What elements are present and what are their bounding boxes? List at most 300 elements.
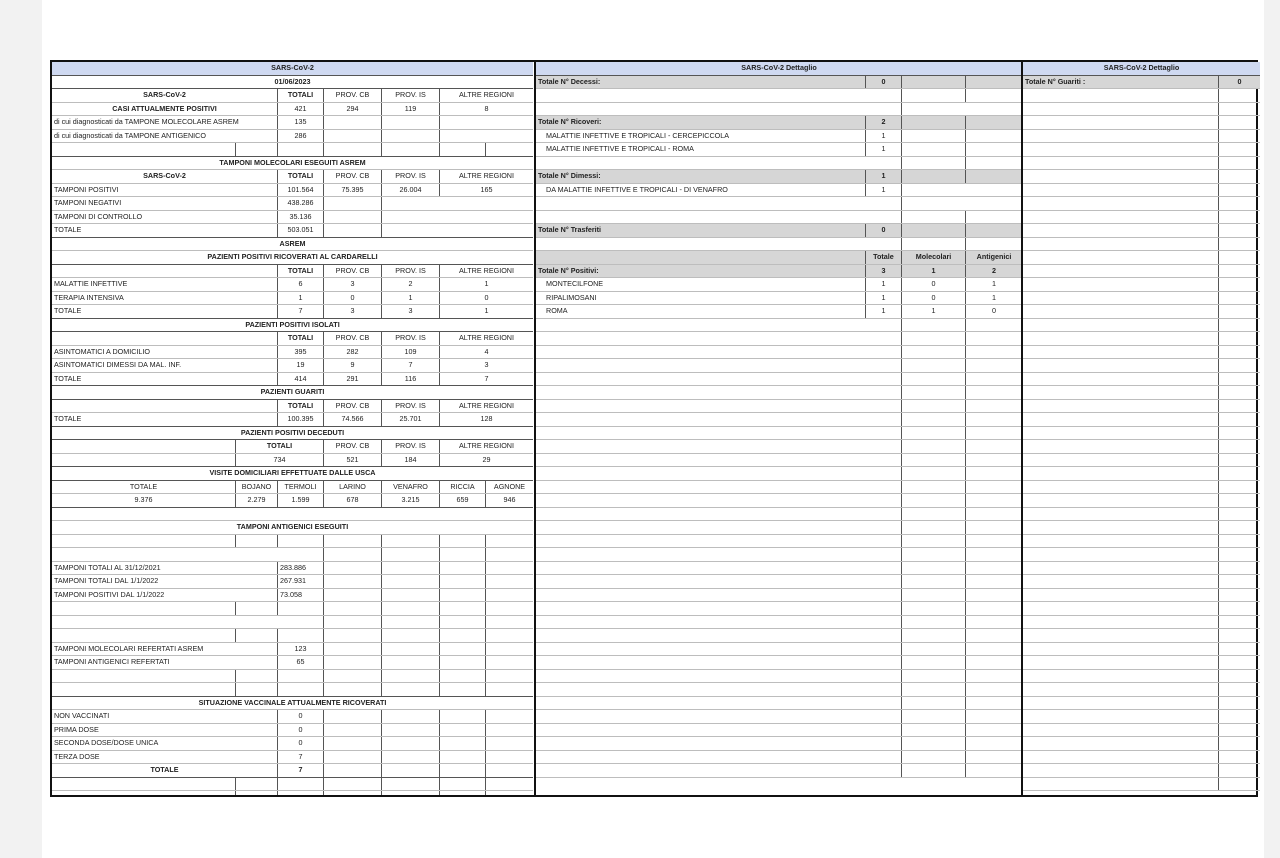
blank-row	[52, 602, 533, 616]
usca-bojano: 2.279	[236, 494, 278, 507]
col-header-prov-cb: PROV. CB	[324, 400, 382, 413]
cell	[440, 575, 486, 588]
blank-row	[536, 440, 1022, 454]
blank-row	[536, 89, 1022, 103]
cell	[902, 602, 966, 615]
ricoverati-is: 1	[382, 292, 440, 305]
cell	[902, 629, 966, 642]
col-header-totali: TOTALI	[278, 265, 324, 278]
usca-header-larino: LARINO	[324, 481, 382, 494]
cell	[866, 697, 902, 710]
tamponi-mol-header-row	[52, 170, 533, 184]
cell	[866, 656, 902, 669]
ricoveri-detail-row	[536, 130, 1022, 144]
isolati-row	[52, 373, 533, 387]
cell	[866, 737, 902, 750]
cell	[966, 710, 1022, 723]
cell	[966, 467, 1022, 480]
isolati-header-row	[52, 332, 533, 346]
cell	[278, 548, 324, 561]
cell	[52, 454, 236, 467]
cell	[382, 535, 440, 548]
cell	[324, 143, 382, 156]
guariti-title-row	[52, 386, 533, 400]
isolati-totali: 414	[278, 373, 324, 386]
cell	[966, 548, 1022, 561]
cell	[966, 697, 1022, 710]
ricoverati-label: TERAPIA INTENSIVA	[52, 292, 278, 305]
tamponi-negativi-value: 438.286	[278, 197, 324, 210]
cell	[382, 575, 440, 588]
blank-row	[1023, 508, 1260, 522]
column-header-row	[52, 89, 533, 103]
dimessi-detail-value: 1	[866, 184, 902, 197]
deceduti-cb: 521	[324, 454, 382, 467]
blank-row	[1023, 589, 1260, 603]
positivi-detail-label: RIPALIMOSANI	[536, 292, 866, 305]
cell	[382, 737, 440, 750]
cell	[324, 724, 382, 737]
trasferiti-label: Totale N° Trasferiti	[536, 224, 866, 237]
asrem-row	[52, 238, 533, 252]
blank-row	[1023, 332, 1260, 346]
col-header-altre: ALTRE REGIONI	[459, 265, 514, 275]
cell	[902, 616, 966, 629]
blank-row	[1023, 562, 1260, 576]
cell	[382, 616, 440, 629]
cell	[966, 521, 1022, 534]
trasferiti-value: 0	[866, 224, 902, 237]
spacer-row	[52, 143, 533, 157]
diag-molecolare-row	[52, 116, 533, 130]
main-header: SARS-CoV-2	[271, 63, 314, 72]
blank-row	[1023, 157, 1260, 171]
cell	[278, 683, 324, 696]
tamponi-controllo-row	[52, 211, 533, 225]
ricoveri-row	[536, 116, 1022, 130]
cell	[902, 589, 966, 602]
cell	[902, 440, 966, 453]
cell	[866, 238, 902, 251]
asrem-label: ASREM	[279, 238, 306, 248]
cell	[866, 427, 902, 440]
blank-row	[536, 359, 1022, 373]
blank-row	[536, 737, 1022, 751]
cell	[1023, 130, 1219, 143]
ricoveri-value: 2	[866, 116, 902, 129]
cell	[324, 616, 382, 629]
cell	[866, 494, 902, 507]
tamponi-positivi-altre: 165	[480, 184, 493, 194]
cell	[866, 440, 902, 453]
cell	[902, 224, 966, 237]
blank-row	[52, 616, 533, 630]
deceduti-row	[52, 454, 533, 468]
cell	[1023, 683, 1219, 696]
blank-row	[52, 629, 533, 643]
cell	[324, 751, 382, 764]
cell	[1023, 211, 1219, 224]
cell	[1023, 359, 1219, 372]
blank-row	[1023, 548, 1260, 562]
cell	[866, 373, 902, 386]
blank-row	[536, 683, 1022, 697]
antigenici-totali-2021: 283.886	[278, 562, 324, 575]
guariti-header-row	[52, 400, 533, 414]
blank-row	[1023, 737, 1260, 751]
cell	[866, 157, 902, 170]
col-header-prov-cb: PROV. CB	[324, 440, 382, 453]
cell	[966, 737, 1022, 750]
antigenici-totali-2022-label: TAMPONI TOTALI DAL 1/1/2022	[52, 575, 278, 588]
cell	[902, 737, 966, 750]
cell	[866, 211, 902, 224]
tamponi-totale-row	[52, 224, 533, 238]
vaccinale-row	[52, 724, 533, 738]
casi-totali: 421	[278, 103, 324, 116]
positivi-detail-row	[536, 278, 1022, 292]
cell	[866, 521, 902, 534]
blank-row	[536, 413, 1022, 427]
blank-row	[536, 454, 1022, 468]
cell	[866, 103, 902, 116]
cell	[866, 535, 902, 548]
blank-row	[1023, 724, 1260, 738]
cell	[440, 562, 486, 575]
blank-row	[1023, 454, 1260, 468]
cell	[966, 643, 1022, 656]
positivi-detail-antigenici: 1	[992, 279, 996, 288]
mol-refertati-value: 123	[278, 643, 324, 656]
cell	[966, 494, 1022, 507]
blank-row	[536, 656, 1022, 670]
cell	[382, 764, 440, 777]
ricoverati-cb: 3	[324, 278, 382, 291]
spacer-row	[52, 535, 533, 549]
casi-prov-is: 119	[382, 103, 440, 116]
cell	[866, 724, 902, 737]
cell	[382, 548, 440, 561]
positivi-detail-totale: 1	[866, 305, 902, 318]
deceduti-title-row	[52, 427, 533, 441]
cell	[902, 454, 966, 467]
col-header-label: SARS-CoV-2	[52, 89, 278, 102]
blank-row	[536, 562, 1022, 576]
cell	[902, 76, 966, 89]
cell	[440, 683, 486, 696]
blank-row	[1023, 697, 1260, 711]
blank-row	[536, 535, 1022, 549]
isolati-is: 109	[382, 346, 440, 359]
vaccinale-label: PRIMA DOSE	[52, 724, 278, 737]
isolati-totali: 19	[278, 359, 324, 372]
blank-row	[1023, 116, 1260, 130]
cell	[966, 751, 1022, 764]
cell	[1023, 656, 1219, 669]
trasferiti-row	[536, 224, 1022, 238]
blank-row	[536, 575, 1022, 589]
casi-label: CASI ATTUALMENTE POSITIVI	[52, 103, 278, 116]
usca-larino: 678	[324, 494, 382, 507]
cell	[440, 724, 486, 737]
cell	[382, 656, 440, 669]
cell	[866, 575, 902, 588]
cell	[324, 683, 382, 696]
col-header-altre: ALTRE REGIONI	[459, 90, 514, 99]
cell	[1023, 427, 1219, 440]
guariti-panel-row	[1023, 76, 1260, 90]
cell	[866, 413, 902, 426]
dettaglio-header: SARS-CoV-2 Dettaglio	[741, 63, 817, 72]
cell	[902, 157, 966, 170]
usca-header-bojano: BOJANO	[236, 481, 278, 494]
cell	[902, 535, 966, 548]
ricoverati-cb: 0	[324, 292, 382, 305]
cell	[52, 670, 236, 683]
cell	[966, 373, 1022, 386]
ricoverati-cb: 3	[324, 305, 382, 318]
blank-row	[536, 643, 1022, 657]
cell	[324, 791, 382, 795]
antigenici-totali-2022: 267.931	[278, 575, 324, 588]
blank-row	[536, 400, 1022, 414]
cell	[440, 710, 486, 723]
cell	[324, 197, 382, 210]
decessi-value: 0	[866, 76, 902, 89]
cell	[382, 130, 440, 143]
cell	[440, 589, 486, 602]
cell	[1023, 616, 1219, 629]
cell	[1023, 629, 1219, 642]
cell	[966, 724, 1022, 737]
tamponi-positivi-label: TAMPONI POSITIVI	[52, 184, 278, 197]
cell	[866, 629, 902, 642]
cell	[382, 562, 440, 575]
blank-row	[1023, 535, 1260, 549]
cell	[866, 89, 902, 102]
cell	[52, 535, 236, 548]
cell	[902, 562, 966, 575]
cell	[52, 629, 236, 642]
cell	[902, 116, 966, 129]
cell	[324, 629, 382, 642]
blank-row	[536, 427, 1022, 441]
diag-antigenico-row	[52, 130, 533, 144]
cell	[440, 737, 486, 750]
isolati-cb: 282	[324, 346, 382, 359]
blank-row	[536, 238, 1022, 252]
blank-row	[1023, 413, 1260, 427]
cell	[278, 535, 324, 548]
tamponi-negativi-row	[52, 197, 533, 211]
vaccinale-value: 0	[278, 710, 324, 723]
cell	[966, 170, 1022, 183]
blank-row	[536, 211, 1022, 225]
blank-row	[536, 373, 1022, 387]
cell	[1023, 319, 1219, 332]
main-summary-panel	[52, 62, 533, 795]
cell	[1023, 548, 1219, 561]
blank-row	[1023, 778, 1260, 792]
cell	[278, 670, 324, 683]
cell	[440, 791, 486, 795]
deceduti-header-row	[52, 440, 533, 454]
isolati-label: ASINTOMATICI DIMESSI DA MAL. INF.	[52, 359, 278, 372]
blank-row	[536, 157, 1022, 171]
cell	[1023, 305, 1219, 318]
cell	[866, 197, 902, 210]
blank-row	[52, 683, 533, 697]
antigenici-row	[52, 656, 533, 670]
isolati-row	[52, 346, 533, 360]
cell	[440, 751, 486, 764]
cell	[966, 359, 1022, 372]
usca-header-agnone: AGNONE	[493, 481, 526, 491]
blank-row	[536, 332, 1022, 346]
cell	[52, 778, 236, 791]
blank-row	[1023, 683, 1260, 697]
col-header-prov-cb: PROV. CB	[324, 265, 382, 278]
blank-row	[52, 548, 533, 562]
blank-row	[536, 751, 1022, 765]
report-date: 01/06/2023	[274, 76, 311, 86]
guariti-altre: 128	[480, 414, 493, 423]
cell	[966, 602, 1022, 615]
cell	[1023, 751, 1219, 764]
positivi-detail-molecolari: 1	[902, 305, 966, 318]
cell	[236, 778, 278, 791]
blank-row	[1023, 103, 1260, 117]
col-header-totali: TOTALI	[278, 170, 324, 183]
isolati-is: 116	[382, 373, 440, 386]
cell	[440, 629, 486, 642]
ricoverati-label: TOTALE	[52, 305, 278, 318]
cell	[866, 332, 902, 345]
cell	[966, 413, 1022, 426]
cell	[902, 143, 966, 156]
blank-row	[1023, 130, 1260, 144]
guariti-panel-header: SARS-CoV-2 Dettaglio	[1103, 63, 1180, 72]
blank-row	[1023, 656, 1260, 670]
cell	[902, 508, 966, 521]
cell	[902, 710, 966, 723]
cell	[1023, 521, 1219, 534]
cell	[902, 400, 966, 413]
positivi-detail-row	[536, 292, 1022, 306]
cell	[966, 427, 1022, 440]
blank-row	[536, 103, 1022, 117]
col-header-prov-is: PROV. IS	[382, 440, 440, 453]
cell	[966, 508, 1022, 521]
col-header-altre: ALTRE REGIONI	[459, 171, 514, 180]
positivi-detail-row	[536, 305, 1022, 319]
cell	[866, 643, 902, 656]
vaccinale-label: NON VACCINATI	[52, 710, 278, 723]
cell	[1023, 184, 1219, 197]
cell	[1023, 602, 1219, 615]
dettaglio-panel	[534, 62, 1022, 795]
tamponi-totale-label: TOTALE	[52, 224, 278, 237]
cell	[1023, 89, 1219, 102]
cell	[1023, 562, 1219, 575]
cell	[902, 683, 966, 696]
ricoverati-totali: 7	[278, 305, 324, 318]
casi-row	[52, 103, 533, 117]
cell	[52, 332, 278, 345]
cell	[902, 521, 966, 534]
cell	[52, 440, 236, 453]
vaccinale-title-row	[52, 697, 533, 711]
casi-prov-cb: 294	[324, 103, 382, 116]
cell	[440, 616, 486, 629]
cell	[236, 683, 278, 696]
cell	[324, 764, 382, 777]
blank-row	[536, 710, 1022, 724]
cell	[1023, 737, 1219, 750]
blank-row	[1023, 386, 1260, 400]
cell	[1023, 224, 1219, 237]
usca-values-row	[52, 494, 533, 508]
cell	[440, 535, 486, 548]
usca-header-venafro: VENAFRO	[382, 481, 440, 494]
cell	[52, 143, 236, 156]
cell	[52, 400, 278, 413]
isolati-is: 7	[382, 359, 440, 372]
ricoverati-title-row	[52, 251, 533, 265]
blank-row	[1023, 373, 1260, 387]
cell	[1023, 373, 1219, 386]
tamponi-mol-title: TAMPONI MOLECOLARI ESEGUITI ASREM	[219, 157, 366, 167]
cell	[966, 116, 1022, 129]
positivi-detail-molecolari: 0	[902, 278, 966, 291]
cell	[902, 670, 966, 683]
isolati-title: PAZIENTI POSITIVI ISOLATI	[245, 319, 340, 329]
cell	[324, 778, 382, 791]
positivi-detail-totale: 1	[866, 292, 902, 305]
cell	[1023, 386, 1219, 399]
cell	[866, 319, 902, 332]
cell	[1023, 710, 1219, 723]
cell	[536, 251, 866, 264]
col-header-totali: TOTALI	[278, 400, 324, 413]
cell	[382, 602, 440, 615]
cell	[1023, 278, 1219, 291]
cell	[324, 130, 382, 143]
blank-row	[1023, 238, 1260, 252]
cell	[966, 332, 1022, 345]
col-header-totali: TOTALI	[278, 332, 324, 345]
positivi-header-row	[536, 251, 1022, 265]
cell	[866, 616, 902, 629]
cell	[902, 413, 966, 426]
cell	[440, 670, 486, 683]
tamponi-controllo-value: 35.136	[278, 211, 324, 224]
cell	[278, 791, 324, 795]
isolati-cb: 291	[324, 373, 382, 386]
guariti-cb: 74.566	[324, 413, 382, 426]
ricoverati-is: 3	[382, 305, 440, 318]
ricoverati-header-row	[52, 265, 533, 279]
cell	[1023, 508, 1219, 521]
cell	[1023, 764, 1219, 777]
cell	[1023, 157, 1219, 170]
cell	[52, 791, 236, 795]
cell	[1023, 670, 1219, 683]
main-header-row	[52, 62, 533, 76]
blank-row	[536, 197, 1022, 211]
cell	[902, 386, 966, 399]
blank-row	[1023, 643, 1260, 657]
